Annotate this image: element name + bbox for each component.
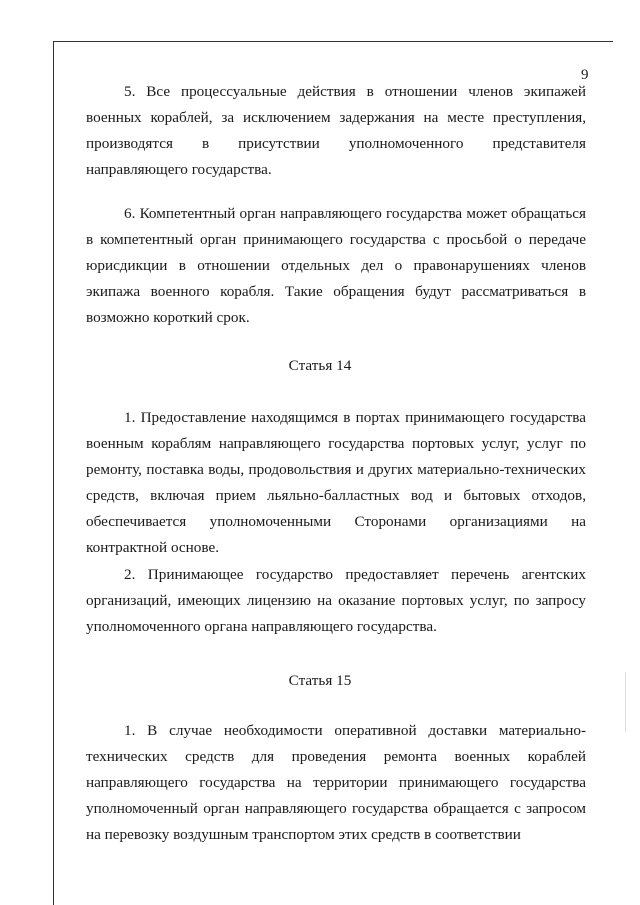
page-border-top — [53, 41, 613, 42]
page-border-left — [53, 41, 54, 905]
article-14-paragraph-2: 2. Принимающее государство предоставляет перечень агентских организаций, имеющих лицензию на оказание портовых услуг, по запросу уполномоченного органа направляющего государства. — [86, 566, 586, 635]
article-14-paragraph-1: 1. Предоставление находящимся в портах принимающего государства военным кораблям направляющего государства портовых услуг, услуг по ремонту, поставка воды, продовольствия и других материально-технических средств, включая прием льяльно-балластных вод и бытовых отходов, обеспечивается уполномоченными Сторонами организациями на контрактной основе. — [86, 409, 586, 556]
article-15-heading: Статья 15 — [288, 672, 352, 689]
paragraph-5: 5. Все процессуальные действия в отношении членов экипажей военных кораблей, за исключением задержания на месте преступления, производятся в присутствии уполномоченного представителя направляющего государства. — [86, 83, 586, 178]
article-15-paragraph-1: 1. В случае необходимости оперативной доставки материально-технических средств для проведения ремонта военных кораблей направляющего государства на территории принимающего государства уполномоченный орган направляющего государства обращается с запросом на перевозку воздушным транспортом этих средств в соответствии — [86, 722, 586, 843]
article-14-heading: Статья 14 — [288, 357, 352, 374]
page-number: 9 — [581, 67, 589, 83]
paragraph-6: 6. Компетентный орган направляющего государства может обращаться в компетентный орган принимающего государства с просьбой о передаче юрисдикции в отношении отдельных дел о правонарушениях членов экипажа военного корабля. Такие обращения будут рассматриваться в возможно короткий срок. — [86, 205, 586, 326]
